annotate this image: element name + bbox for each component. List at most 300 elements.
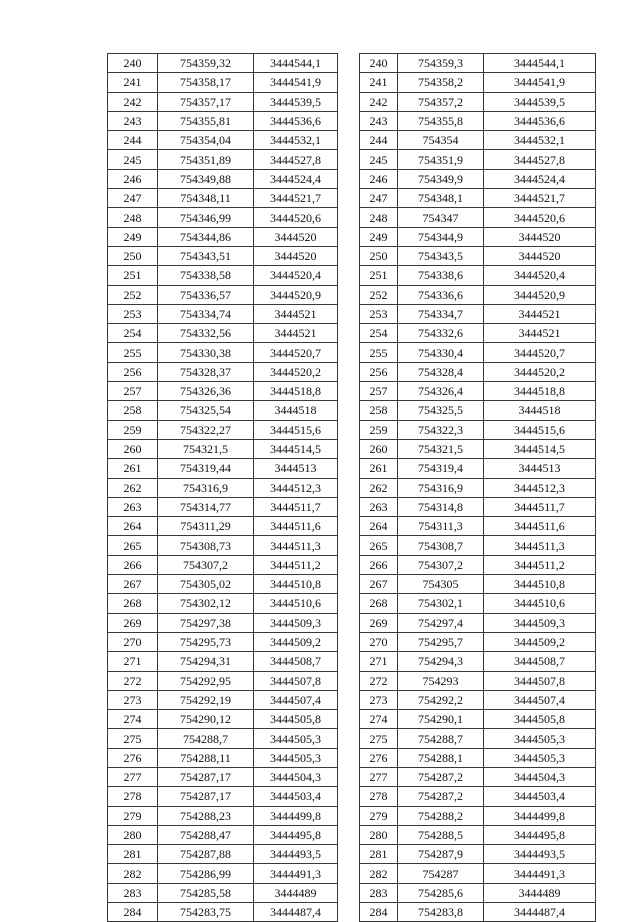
table-row <box>108 536 596 555</box>
right-y-coordinate-cell: 3444489 <box>484 883 596 902</box>
table-row <box>108 246 596 265</box>
table-row <box>108 806 596 825</box>
right-point-number-cell: 242 <box>360 92 398 111</box>
left-y-coordinate-cell: 3444509,3 <box>254 613 338 632</box>
left-x-coordinate-cell: 754343,51 <box>158 246 254 265</box>
right-x-coordinate-cell: 754357,2 <box>398 92 484 111</box>
right-point-number-cell: 241 <box>360 73 398 92</box>
right-y-coordinate-cell: 3444544,1 <box>484 54 596 73</box>
right-point-number-cell: 272 <box>360 671 398 690</box>
left-x-coordinate-cell: 754351,89 <box>158 150 254 169</box>
left-x-coordinate-cell: 754338,58 <box>158 266 254 285</box>
right-y-coordinate-cell: 3444521 <box>484 324 596 343</box>
left-y-coordinate-cell: 3444487,4 <box>254 903 338 922</box>
table-row <box>108 420 596 439</box>
right-point-number-cell: 275 <box>360 729 398 748</box>
left-x-coordinate-cell: 754344,86 <box>158 227 254 246</box>
left-point-number-cell: 246 <box>108 169 158 188</box>
right-point-number-cell: 263 <box>360 497 398 516</box>
left-point-number-cell: 250 <box>108 246 158 265</box>
column-gap <box>338 729 360 748</box>
column-gap <box>338 459 360 478</box>
right-x-coordinate-cell: 754311,3 <box>398 517 484 536</box>
right-x-coordinate-cell: 754336,6 <box>398 285 484 304</box>
right-x-coordinate-cell: 754330,4 <box>398 343 484 362</box>
right-x-coordinate-cell: 754308,7 <box>398 536 484 555</box>
right-x-coordinate-cell: 754322,3 <box>398 420 484 439</box>
left-x-coordinate-cell: 754288,7 <box>158 729 254 748</box>
left-y-coordinate-cell: 3444504,3 <box>254 767 338 786</box>
right-y-coordinate-cell: 3444515,6 <box>484 420 596 439</box>
right-x-coordinate-cell: 754334,7 <box>398 304 484 323</box>
column-gap <box>338 208 360 227</box>
column-gap <box>338 420 360 439</box>
column-gap <box>338 382 360 401</box>
left-x-coordinate-cell: 754294,31 <box>158 652 254 671</box>
coordinates-table <box>107 53 596 922</box>
left-point-number-cell: 241 <box>108 73 158 92</box>
left-y-coordinate-cell: 3444511,7 <box>254 497 338 516</box>
right-x-coordinate-cell: 754358,2 <box>398 73 484 92</box>
left-point-number-cell: 260 <box>108 439 158 458</box>
table-row <box>108 883 596 902</box>
table-row <box>108 903 596 922</box>
left-x-coordinate-cell: 754292,19 <box>158 690 254 709</box>
right-y-coordinate-cell: 3444491,3 <box>484 864 596 883</box>
column-gap <box>338 227 360 246</box>
left-y-coordinate-cell: 3444514,5 <box>254 439 338 458</box>
left-point-number-cell: 253 <box>108 304 158 323</box>
right-x-coordinate-cell: 754287 <box>398 864 484 883</box>
table-row <box>108 382 596 401</box>
column-gap <box>338 478 360 497</box>
right-y-coordinate-cell: 3444505,3 <box>484 748 596 767</box>
left-x-coordinate-cell: 754326,36 <box>158 382 254 401</box>
right-y-coordinate-cell: 3444520 <box>484 227 596 246</box>
right-x-coordinate-cell: 754351,9 <box>398 150 484 169</box>
right-y-coordinate-cell: 3444520,9 <box>484 285 596 304</box>
column-gap <box>338 632 360 651</box>
left-point-number-cell: 263 <box>108 497 158 516</box>
table-row <box>108 439 596 458</box>
table-row <box>108 787 596 806</box>
right-y-coordinate-cell: 3444499,8 <box>484 806 596 825</box>
right-point-number-cell: 276 <box>360 748 398 767</box>
table-row <box>108 613 596 632</box>
right-point-number-cell: 268 <box>360 594 398 613</box>
column-gap <box>338 362 360 381</box>
table-row <box>108 690 596 709</box>
right-point-number-cell: 240 <box>360 54 398 73</box>
left-point-number-cell: 270 <box>108 632 158 651</box>
left-point-number-cell: 280 <box>108 825 158 844</box>
column-gap <box>338 652 360 671</box>
right-point-number-cell: 254 <box>360 324 398 343</box>
right-point-number-cell: 271 <box>360 652 398 671</box>
column-gap <box>338 401 360 420</box>
right-y-coordinate-cell: 3444505,3 <box>484 729 596 748</box>
left-x-coordinate-cell: 754359,32 <box>158 54 254 73</box>
document-page <box>107 53 595 922</box>
left-point-number-cell: 271 <box>108 652 158 671</box>
left-y-coordinate-cell: 3444521,7 <box>254 189 338 208</box>
right-y-coordinate-cell: 3444536,6 <box>484 111 596 130</box>
right-x-coordinate-cell: 754343,5 <box>398 246 484 265</box>
right-x-coordinate-cell: 754354 <box>398 131 484 150</box>
column-gap <box>338 594 360 613</box>
left-y-coordinate-cell: 3444515,6 <box>254 420 338 439</box>
right-x-coordinate-cell: 754287,2 <box>398 767 484 786</box>
right-point-number-cell: 265 <box>360 536 398 555</box>
right-y-coordinate-cell: 3444507,4 <box>484 690 596 709</box>
left-x-coordinate-cell: 754290,12 <box>158 710 254 729</box>
right-point-number-cell: 267 <box>360 575 398 594</box>
left-y-coordinate-cell: 3444510,6 <box>254 594 338 613</box>
right-y-coordinate-cell: 3444514,5 <box>484 439 596 458</box>
right-y-coordinate-cell: 3444511,6 <box>484 517 596 536</box>
right-y-coordinate-cell: 3444504,3 <box>484 767 596 786</box>
left-x-coordinate-cell: 754287,88 <box>158 845 254 864</box>
right-x-coordinate-cell: 754287,2 <box>398 787 484 806</box>
right-x-coordinate-cell: 754294,3 <box>398 652 484 671</box>
left-point-number-cell: 262 <box>108 478 158 497</box>
right-x-coordinate-cell: 754287,9 <box>398 845 484 864</box>
left-x-coordinate-cell: 754330,38 <box>158 343 254 362</box>
right-y-coordinate-cell: 3444518,8 <box>484 382 596 401</box>
left-point-number-cell: 266 <box>108 555 158 574</box>
column-gap <box>338 189 360 208</box>
left-x-coordinate-cell: 754307,2 <box>158 555 254 574</box>
left-point-number-cell: 252 <box>108 285 158 304</box>
left-point-number-cell: 273 <box>108 690 158 709</box>
left-x-coordinate-cell: 754302,12 <box>158 594 254 613</box>
left-y-coordinate-cell: 3444505,8 <box>254 710 338 729</box>
left-point-number-cell: 267 <box>108 575 158 594</box>
column-gap <box>338 903 360 922</box>
left-x-coordinate-cell: 754288,47 <box>158 825 254 844</box>
left-point-number-cell: 272 <box>108 671 158 690</box>
left-y-coordinate-cell: 3444507,4 <box>254 690 338 709</box>
left-y-coordinate-cell: 3444520,6 <box>254 208 338 227</box>
right-point-number-cell: 262 <box>360 478 398 497</box>
right-x-coordinate-cell: 754293 <box>398 671 484 690</box>
table-row <box>108 208 596 227</box>
left-y-coordinate-cell: 3444505,3 <box>254 729 338 748</box>
column-gap <box>338 517 360 536</box>
column-gap <box>338 845 360 864</box>
left-point-number-cell: 255 <box>108 343 158 362</box>
right-x-coordinate-cell: 754344,9 <box>398 227 484 246</box>
left-y-coordinate-cell: 3444509,2 <box>254 632 338 651</box>
right-point-number-cell: 284 <box>360 903 398 922</box>
left-y-coordinate-cell: 3444520 <box>254 246 338 265</box>
left-point-number-cell: 281 <box>108 845 158 864</box>
table-row <box>108 497 596 516</box>
left-y-coordinate-cell: 3444512,3 <box>254 478 338 497</box>
table-row <box>108 362 596 381</box>
table-row <box>108 150 596 169</box>
table-row <box>108 710 596 729</box>
left-x-coordinate-cell: 754354,04 <box>158 131 254 150</box>
right-y-coordinate-cell: 3444511,7 <box>484 497 596 516</box>
table-row <box>108 227 596 246</box>
left-point-number-cell: 243 <box>108 111 158 130</box>
column-gap <box>338 169 360 188</box>
right-y-coordinate-cell: 3444509,2 <box>484 632 596 651</box>
right-y-coordinate-cell: 3444509,3 <box>484 613 596 632</box>
left-y-coordinate-cell: 3444511,3 <box>254 536 338 555</box>
left-point-number-cell: 261 <box>108 459 158 478</box>
left-y-coordinate-cell: 3444493,5 <box>254 845 338 864</box>
left-point-number-cell: 242 <box>108 92 158 111</box>
left-point-number-cell: 264 <box>108 517 158 536</box>
right-y-coordinate-cell: 3444495,8 <box>484 825 596 844</box>
table-row <box>108 189 596 208</box>
right-x-coordinate-cell: 754321,5 <box>398 439 484 458</box>
right-x-coordinate-cell: 754314,8 <box>398 497 484 516</box>
right-point-number-cell: 247 <box>360 189 398 208</box>
left-x-coordinate-cell: 754319,44 <box>158 459 254 478</box>
left-point-number-cell: 251 <box>108 266 158 285</box>
right-x-coordinate-cell: 754316,9 <box>398 478 484 497</box>
left-point-number-cell: 276 <box>108 748 158 767</box>
left-point-number-cell: 279 <box>108 806 158 825</box>
right-point-number-cell: 258 <box>360 401 398 420</box>
left-y-coordinate-cell: 3444539,5 <box>254 92 338 111</box>
right-point-number-cell: 283 <box>360 883 398 902</box>
left-x-coordinate-cell: 754287,17 <box>158 767 254 786</box>
right-point-number-cell: 252 <box>360 285 398 304</box>
left-x-coordinate-cell: 754285,58 <box>158 883 254 902</box>
left-x-coordinate-cell: 754305,02 <box>158 575 254 594</box>
left-y-coordinate-cell: 3444511,2 <box>254 555 338 574</box>
table-row <box>108 169 596 188</box>
right-x-coordinate-cell: 754292,2 <box>398 690 484 709</box>
left-x-coordinate-cell: 754321,5 <box>158 439 254 458</box>
column-gap <box>338 73 360 92</box>
left-y-coordinate-cell: 3444536,6 <box>254 111 338 130</box>
column-gap <box>338 150 360 169</box>
left-point-number-cell: 278 <box>108 787 158 806</box>
column-gap <box>338 690 360 709</box>
left-y-coordinate-cell: 3444521 <box>254 304 338 323</box>
right-point-number-cell: 281 <box>360 845 398 864</box>
right-point-number-cell: 282 <box>360 864 398 883</box>
right-point-number-cell: 269 <box>360 613 398 632</box>
table-row <box>108 594 596 613</box>
right-y-coordinate-cell: 3444541,9 <box>484 73 596 92</box>
left-x-coordinate-cell: 754283,75 <box>158 903 254 922</box>
left-y-coordinate-cell: 3444520 <box>254 227 338 246</box>
left-y-coordinate-cell: 3444544,1 <box>254 54 338 73</box>
table-row <box>108 864 596 883</box>
left-x-coordinate-cell: 754348,11 <box>158 189 254 208</box>
column-gap <box>338 536 360 555</box>
left-point-number-cell: 257 <box>108 382 158 401</box>
right-x-coordinate-cell: 754347 <box>398 208 484 227</box>
left-point-number-cell: 244 <box>108 131 158 150</box>
left-point-number-cell: 249 <box>108 227 158 246</box>
table-row <box>108 324 596 343</box>
column-gap <box>338 266 360 285</box>
right-point-number-cell: 245 <box>360 150 398 169</box>
table-row <box>108 478 596 497</box>
right-x-coordinate-cell: 754305 <box>398 575 484 594</box>
left-y-coordinate-cell: 3444495,8 <box>254 825 338 844</box>
right-y-coordinate-cell: 3444520,2 <box>484 362 596 381</box>
right-x-coordinate-cell: 754319,4 <box>398 459 484 478</box>
left-point-number-cell: 258 <box>108 401 158 420</box>
right-x-coordinate-cell: 754288,7 <box>398 729 484 748</box>
column-gap <box>338 285 360 304</box>
right-y-coordinate-cell: 3444510,8 <box>484 575 596 594</box>
column-gap <box>338 710 360 729</box>
left-y-coordinate-cell: 3444541,9 <box>254 73 338 92</box>
right-y-coordinate-cell: 3444520 <box>484 246 596 265</box>
right-y-coordinate-cell: 3444518 <box>484 401 596 420</box>
left-y-coordinate-cell: 3444507,8 <box>254 671 338 690</box>
right-point-number-cell: 279 <box>360 806 398 825</box>
left-y-coordinate-cell: 3444503,4 <box>254 787 338 806</box>
right-x-coordinate-cell: 754326,4 <box>398 382 484 401</box>
right-x-coordinate-cell: 754290,1 <box>398 710 484 729</box>
left-x-coordinate-cell: 754325,54 <box>158 401 254 420</box>
right-x-coordinate-cell: 754302,1 <box>398 594 484 613</box>
left-y-coordinate-cell: 3444513 <box>254 459 338 478</box>
table-row <box>108 845 596 864</box>
table-row <box>108 575 596 594</box>
right-x-coordinate-cell: 754283,8 <box>398 903 484 922</box>
right-y-coordinate-cell: 3444527,8 <box>484 150 596 169</box>
table-row <box>108 652 596 671</box>
left-y-coordinate-cell: 3444499,8 <box>254 806 338 825</box>
left-x-coordinate-cell: 754295,73 <box>158 632 254 651</box>
column-gap <box>338 806 360 825</box>
right-x-coordinate-cell: 754325,5 <box>398 401 484 420</box>
left-x-coordinate-cell: 754322,27 <box>158 420 254 439</box>
column-gap <box>338 767 360 786</box>
left-y-coordinate-cell: 3444489 <box>254 883 338 902</box>
column-gap <box>338 111 360 130</box>
right-y-coordinate-cell: 3444487,4 <box>484 903 596 922</box>
right-x-coordinate-cell: 754355,8 <box>398 111 484 130</box>
column-gap <box>338 748 360 767</box>
column-gap <box>338 864 360 883</box>
right-x-coordinate-cell: 754297,4 <box>398 613 484 632</box>
left-point-number-cell: 268 <box>108 594 158 613</box>
left-x-coordinate-cell: 754286,99 <box>158 864 254 883</box>
right-y-coordinate-cell: 3444521,7 <box>484 189 596 208</box>
right-point-number-cell: 273 <box>360 690 398 709</box>
right-x-coordinate-cell: 754332,6 <box>398 324 484 343</box>
right-point-number-cell: 259 <box>360 420 398 439</box>
right-y-coordinate-cell: 3444507,8 <box>484 671 596 690</box>
left-point-number-cell: 254 <box>108 324 158 343</box>
right-point-number-cell: 257 <box>360 382 398 401</box>
left-y-coordinate-cell: 3444521 <box>254 324 338 343</box>
right-y-coordinate-cell: 3444521 <box>484 304 596 323</box>
right-point-number-cell: 244 <box>360 131 398 150</box>
right-y-coordinate-cell: 3444520,6 <box>484 208 596 227</box>
right-point-number-cell: 248 <box>360 208 398 227</box>
left-point-number-cell: 269 <box>108 613 158 632</box>
left-point-number-cell: 245 <box>108 150 158 169</box>
left-x-coordinate-cell: 754328,37 <box>158 362 254 381</box>
table-row <box>108 748 596 767</box>
left-x-coordinate-cell: 754316,9 <box>158 478 254 497</box>
right-point-number-cell: 261 <box>360 459 398 478</box>
left-x-coordinate-cell: 754314,77 <box>158 497 254 516</box>
right-y-coordinate-cell: 3444511,3 <box>484 536 596 555</box>
table-row <box>108 555 596 574</box>
left-x-coordinate-cell: 754355,81 <box>158 111 254 130</box>
left-y-coordinate-cell: 3444511,6 <box>254 517 338 536</box>
left-point-number-cell: 256 <box>108 362 158 381</box>
column-gap <box>338 883 360 902</box>
column-gap <box>338 131 360 150</box>
right-x-coordinate-cell: 754295,7 <box>398 632 484 651</box>
column-gap <box>338 343 360 362</box>
left-x-coordinate-cell: 754336,57 <box>158 285 254 304</box>
left-x-coordinate-cell: 754288,23 <box>158 806 254 825</box>
right-x-coordinate-cell: 754288,5 <box>398 825 484 844</box>
table-row <box>108 111 596 130</box>
left-point-number-cell: 265 <box>108 536 158 555</box>
left-x-coordinate-cell: 754332,56 <box>158 324 254 343</box>
right-y-coordinate-cell: 3444505,8 <box>484 710 596 729</box>
left-point-number-cell: 284 <box>108 903 158 922</box>
right-y-coordinate-cell: 3444513 <box>484 459 596 478</box>
table-row <box>108 285 596 304</box>
left-y-coordinate-cell: 3444520,2 <box>254 362 338 381</box>
right-x-coordinate-cell: 754288,1 <box>398 748 484 767</box>
left-x-coordinate-cell: 754287,17 <box>158 787 254 806</box>
left-y-coordinate-cell: 3444505,3 <box>254 748 338 767</box>
right-y-coordinate-cell: 3444532,1 <box>484 131 596 150</box>
table-row <box>108 517 596 536</box>
right-point-number-cell: 260 <box>360 439 398 458</box>
table-row <box>108 671 596 690</box>
right-point-number-cell: 264 <box>360 517 398 536</box>
column-gap <box>338 497 360 516</box>
right-point-number-cell: 274 <box>360 710 398 729</box>
left-x-coordinate-cell: 754358,17 <box>158 73 254 92</box>
column-gap <box>338 575 360 594</box>
right-x-coordinate-cell: 754288,2 <box>398 806 484 825</box>
right-x-coordinate-cell: 754349,9 <box>398 169 484 188</box>
right-y-coordinate-cell: 3444512,3 <box>484 478 596 497</box>
right-x-coordinate-cell: 754307,2 <box>398 555 484 574</box>
right-x-coordinate-cell: 754285,6 <box>398 883 484 902</box>
right-point-number-cell: 246 <box>360 169 398 188</box>
right-y-coordinate-cell: 3444493,5 <box>484 845 596 864</box>
table-row <box>108 401 596 420</box>
column-gap <box>338 54 360 73</box>
right-y-coordinate-cell: 3444511,2 <box>484 555 596 574</box>
left-x-coordinate-cell: 754357,17 <box>158 92 254 111</box>
right-x-coordinate-cell: 754359,3 <box>398 54 484 73</box>
table-row <box>108 92 596 111</box>
table-row <box>108 729 596 748</box>
right-x-coordinate-cell: 754348,1 <box>398 189 484 208</box>
left-point-number-cell: 283 <box>108 883 158 902</box>
right-point-number-cell: 249 <box>360 227 398 246</box>
right-point-number-cell: 250 <box>360 246 398 265</box>
table-row <box>108 131 596 150</box>
left-point-number-cell: 274 <box>108 710 158 729</box>
left-x-coordinate-cell: 754349,88 <box>158 169 254 188</box>
left-y-coordinate-cell: 3444510,8 <box>254 575 338 594</box>
